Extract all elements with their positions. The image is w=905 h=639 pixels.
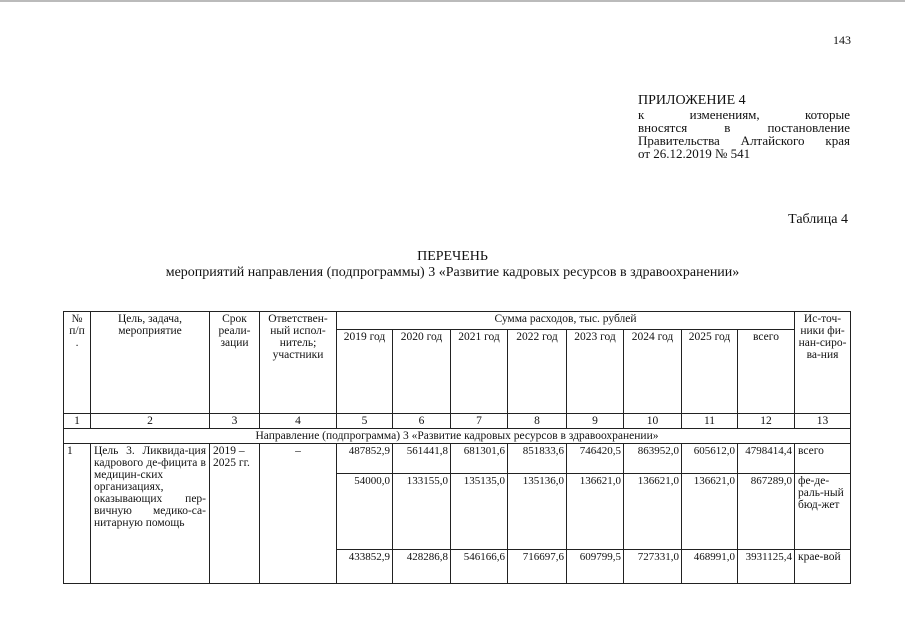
appendix-line: от 26.12.2019 № 541 [638,146,751,161]
appendix-title: ПРИЛОЖЕНИЕ 4 [638,93,746,108]
column-number: 2 [91,414,210,429]
amount-cell: 136621,0 [682,474,738,550]
document-title [120,249,785,281]
header-goal: Цель, задача, мероприятие [91,312,210,414]
column-number: 13 [795,414,851,429]
column-number: 3 [210,414,260,429]
total-cell: 4798414,4 [738,444,795,474]
appendix-line: к изменениям, которые [638,107,850,122]
column-number: 1 [64,414,91,429]
amount-cell: 561441,8 [393,444,451,474]
column-number: 9 [567,414,624,429]
amount-cell: 746420,5 [567,444,624,474]
header-year: 2023 год [567,330,624,414]
column-number: 11 [682,414,738,429]
amount-cell: 716697,6 [508,550,567,584]
amount-cell: 863952,0 [624,444,682,474]
row-num: 1 [64,444,91,584]
total-cell: 867289,0 [738,474,795,550]
row-goal: Цель 3. Ликвида-ция кадрового де-фицита в медицин-ских организациях, оказывающих пер-вичную медико-са-нитарную помощь [91,444,210,584]
row-term: 2019 – 2025 гг. [210,444,260,584]
amount-cell: 428286,8 [393,550,451,584]
header-year: 2025 год [682,330,738,414]
column-number: 8 [508,414,567,429]
header-num: № п/п . [64,312,91,414]
amount-cell: 135136,0 [508,474,567,550]
header-year: 2024 год [624,330,682,414]
scan-edge [0,0,905,2]
appendix-line: вносятся в постановление [638,120,850,135]
amount-cell: 546166,6 [451,550,508,584]
column-number: 6 [393,414,451,429]
amount-cell: 136621,0 [624,474,682,550]
header-year: 2022 год [508,330,567,414]
header-total: всего [738,330,795,414]
header-year: 2021 год [451,330,508,414]
appendix-block [638,93,850,160]
header-year: 2019 год [337,330,393,414]
amount-cell: 135135,0 [451,474,508,550]
header-source: Ис-точ-ники фи-нан-сиро-ва-ния [795,312,851,414]
table-label: Таблица 4 [788,212,848,227]
header-year: 2020 год [393,330,451,414]
column-number: 12 [738,414,795,429]
column-number: 10 [624,414,682,429]
amount-cell: 681301,6 [451,444,508,474]
amount-cell: 609799,5 [567,550,624,584]
amount-cell: 605612,0 [682,444,738,474]
direction-row: Направление (подпрограмма) 3 «Развитие кадровых ресурсов в здравоохранении» [64,429,851,444]
amount-cell: 433852,9 [337,550,393,584]
amount-cell: 54000,0 [337,474,393,550]
amount-cell: 468991,0 [682,550,738,584]
amount-cell: 136621,0 [567,474,624,550]
column-number: 4 [260,414,337,429]
appendix-line: Правительства Алтайского края [638,133,850,148]
amount-cell: 851833,6 [508,444,567,474]
header-sum: Сумма расходов, тыс. рублей [337,312,795,330]
column-number: 7 [451,414,508,429]
column-number: 5 [337,414,393,429]
row-responsible: – [260,444,337,584]
header-term: Срок реали-зации [210,312,260,414]
source-cell: крае-вой [795,550,851,584]
page-number: 143 [833,33,851,47]
amount-cell: 487852,9 [337,444,393,474]
total-cell: 3931125,4 [738,550,795,584]
header-responsible: Ответствен-ный испол-нитель; участники [260,312,337,414]
source-cell: всего [795,444,851,474]
document-subtitle: мероприятий направления (подпрограммы) 3 «Развитие кадровых ресурсов в здравоохранении» [165,265,740,280]
amount-cell: 727331,0 [624,550,682,584]
expenses-table [63,311,851,584]
amount-cell: 133155,0 [393,474,451,550]
source-cell: фе-де-раль-ный бюд-жет [795,474,851,550]
document-title-line: ПЕРЕЧЕНЬ [417,249,488,264]
